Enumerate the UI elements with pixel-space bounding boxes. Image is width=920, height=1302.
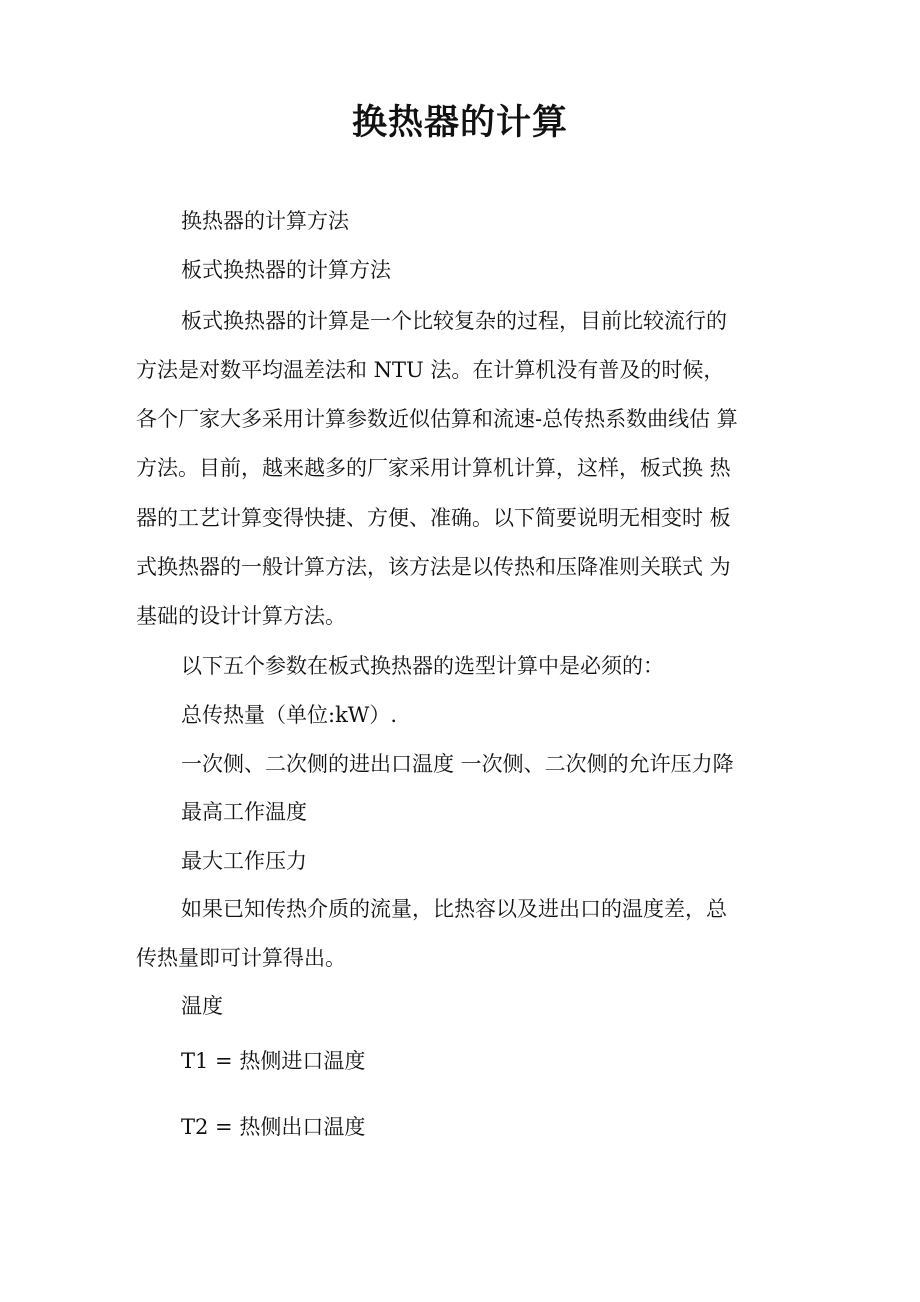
parameters-intro: 以下五个参数在板式换热器的选型计算中是必须的： — [181, 654, 664, 678]
paragraph-line: 传热量即可计算得出。 — [136, 946, 346, 970]
paragraph-line: 基础的设计计算方法。 — [136, 604, 346, 628]
definition-t1: T1 = 热侧进口温度 — [181, 1049, 366, 1073]
paragraph-line: 各个厂家大多采用计算参数近似估算和流速-总传热系数曲线估 算 — [136, 407, 738, 431]
heading-plate-method: 板式换热器的计算方法 — [181, 258, 391, 282]
parameter-item: 最高工作温度 — [181, 800, 307, 824]
paragraph-line: 板式换热器的计算是一个比较复杂的过程，目前比较流行的 — [181, 309, 727, 333]
paragraph-line: 器的工艺计算变得快捷、方便、准确。以下简要说明无相变时 板 — [136, 506, 731, 530]
paragraph-line: 方法。目前，越来越多的厂家采用计算机计算，这样，板式换 热 — [136, 456, 731, 480]
page-title: 换热器的计算 — [351, 102, 568, 143]
definition-t2: T2 = 热侧出口温度 — [181, 1115, 366, 1139]
paragraph-line: 式换热器的一般计算方法，该方法是以传热和压降准则关联式 为 — [136, 555, 731, 579]
paragraph-line: 方法是对数平均温差法和 NTU 法。在计算机没有普及的时候， — [136, 358, 725, 382]
paragraph-line: 如果已知传热介质的流量，比热容以及进出口的温度差，总 — [181, 897, 727, 921]
parameter-item: 最大工作压力 — [181, 849, 307, 873]
parameter-item: 总传热量（单位:kW）. — [181, 703, 398, 727]
parameter-item: 一次侧、二次侧的进出口温度 一次侧、二次侧的允许压力降 — [181, 752, 734, 776]
section-heading-temperature: 温度 — [181, 994, 223, 1018]
heading-method: 换热器的计算方法 — [181, 209, 349, 233]
